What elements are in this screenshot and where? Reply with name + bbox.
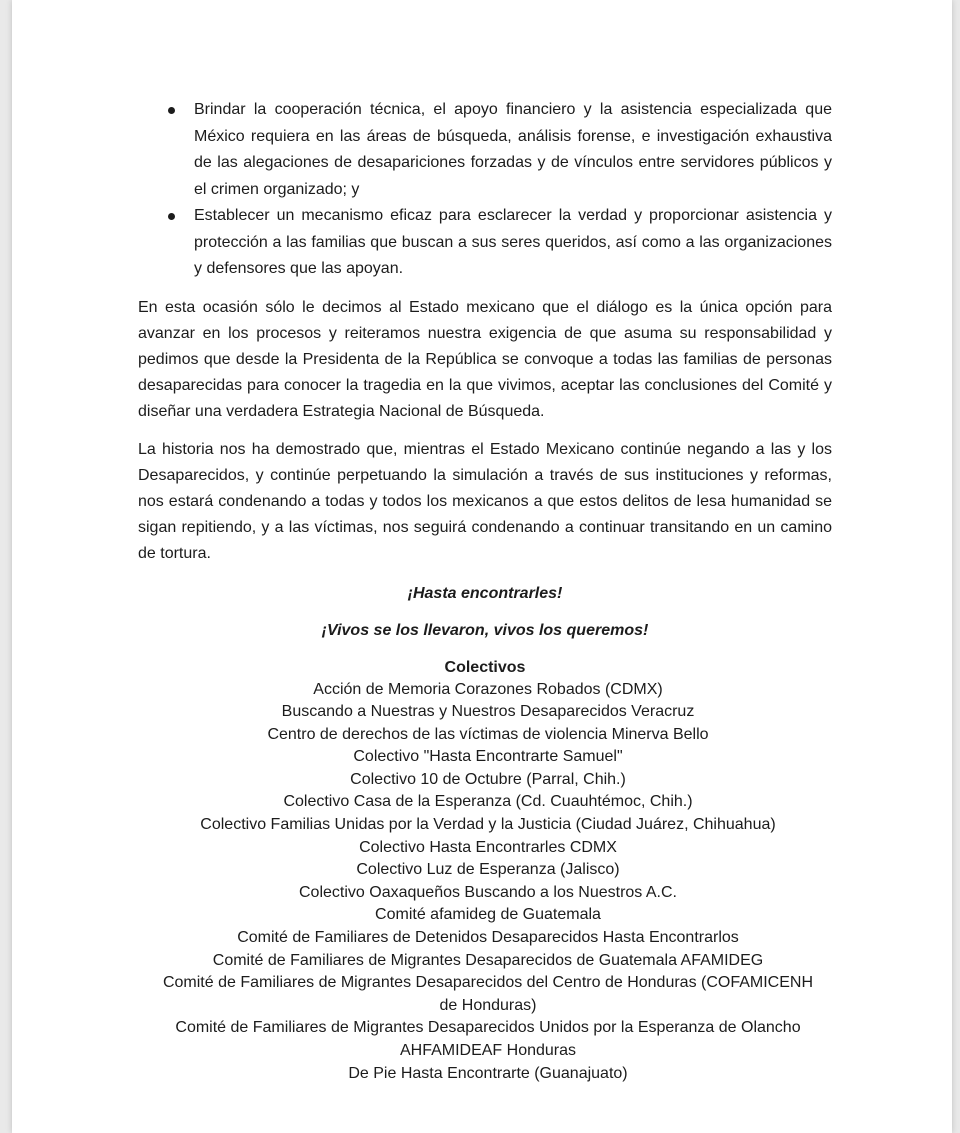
list-item: [138, 97, 832, 203]
list-item: Comité de Familiares de Detenidos Desaparecidos Hasta Encontrarlos: [237, 929, 739, 947]
list-item: Colectivo Familias Unidas por la Verdad y la Justicia (Ciudad Juárez, Chihuahua): [200, 816, 776, 834]
list-item: Colectivo Luz de Esperanza (Jalisco): [356, 861, 620, 879]
list-item: de Honduras): [439, 996, 537, 1014]
bullet-text: Brindar la cooperación técnica, el apoyo financiero y la asistencia especializada que México requiera en las áreas de búsqueda, análisis forense, e investigación exhaustiva de las alegaciones de desapariciones forzadas y de vínculos entre servidores públicos y el crimen organizado; y: [194, 101, 832, 198]
demands-list: [138, 97, 832, 283]
colectivos-heading: Colectivos: [444, 658, 526, 676]
colectivos-list: [108, 679, 868, 1086]
list-item: Acción de Memoria Corazones Robados (CDMX): [313, 680, 663, 698]
list-item: De Pie Hasta Encontrarte (Guanajuato): [348, 1064, 628, 1082]
bullet-text: Establecer un mecanismo eficaz para esclarecer la verdad y proporcionar asistencia y protección a las familias que buscan a sus seres queridos, así como a las organizaciones y defensores que las apoyan.: [194, 207, 832, 277]
list-item: [138, 203, 832, 283]
list-item: Colectivo Oaxaqueños Buscando a los Nuestros A.C.: [299, 883, 677, 901]
list-item: Buscando a Nuestras y Nuestros Desaparecidos Veracruz: [281, 703, 695, 721]
list-item: Comité de Familiares de Migrantes Desaparecidos del Centro de Honduras (COFAMICENH: [162, 974, 814, 992]
slogan-vivos: ¡Vivos se los llevaron, vivos los queremos!: [321, 621, 649, 639]
list-item: Comité de Familiares de Migrantes Desaparecidos de Guatemala AFAMIDEG: [212, 951, 764, 969]
list-item: AHFAMIDEAF Honduras: [399, 1042, 577, 1059]
document-page: [12, 0, 952, 1133]
list-item: Colectivo "Hasta Encontrarte Samuel": [353, 748, 623, 766]
bullet-icon: [168, 213, 175, 220]
list-item: Colectivo 10 de Octubre (Parral, Chih.): [350, 770, 626, 788]
list-item: Colectivo Hasta Encontrarles CDMX: [359, 838, 617, 856]
slogan-hasta-encontrarles: ¡Hasta encontrarles!: [407, 584, 563, 602]
list-item: Comité afamideg de Guatemala: [375, 906, 601, 924]
list-item: Colectivo Casa de la Esperanza (Cd. Cuauhtémoc, Chih.): [283, 793, 693, 811]
bullet-icon: [168, 107, 175, 114]
paragraph-dialogue: En esta ocasión sólo le decimos al Estado mexicano que el diálogo es la única opción para avanzar en los procesos y reiteramos nuestra exigencia de que asuma su responsabilidad y pedimos que desde la Presidenta de la República se convoque a todas las familias de personas desaparecidas para conocer la tragedia en la que vivimos, aceptar las conclusiones del Comité y diseñar una verdadera Estrategia Nacional de Búsqueda.: [138, 298, 832, 420]
list-item: Centro de derechos de las víctimas de violencia Minerva Bello: [267, 725, 709, 743]
document-body: [138, 97, 832, 1085]
list-item: Comité de Familiares de Migrantes Desaparecidos Unidos por la Esperanza de Olancho: [175, 1019, 801, 1037]
paragraph-history: La historia nos ha demostrado que, mientras el Estado Mexicano continúe negando a las y los Desaparecidos, y continúe perpetuando la simulación a través de sus instituciones y reformas, nos estará condenando a todas y todos los mexicanos a que estos delitos de lesa humanidad se sigan repitiendo, y a las víctimas, nos seguirá condenando a continuar transitando en un camino de tortura.: [138, 440, 832, 562]
